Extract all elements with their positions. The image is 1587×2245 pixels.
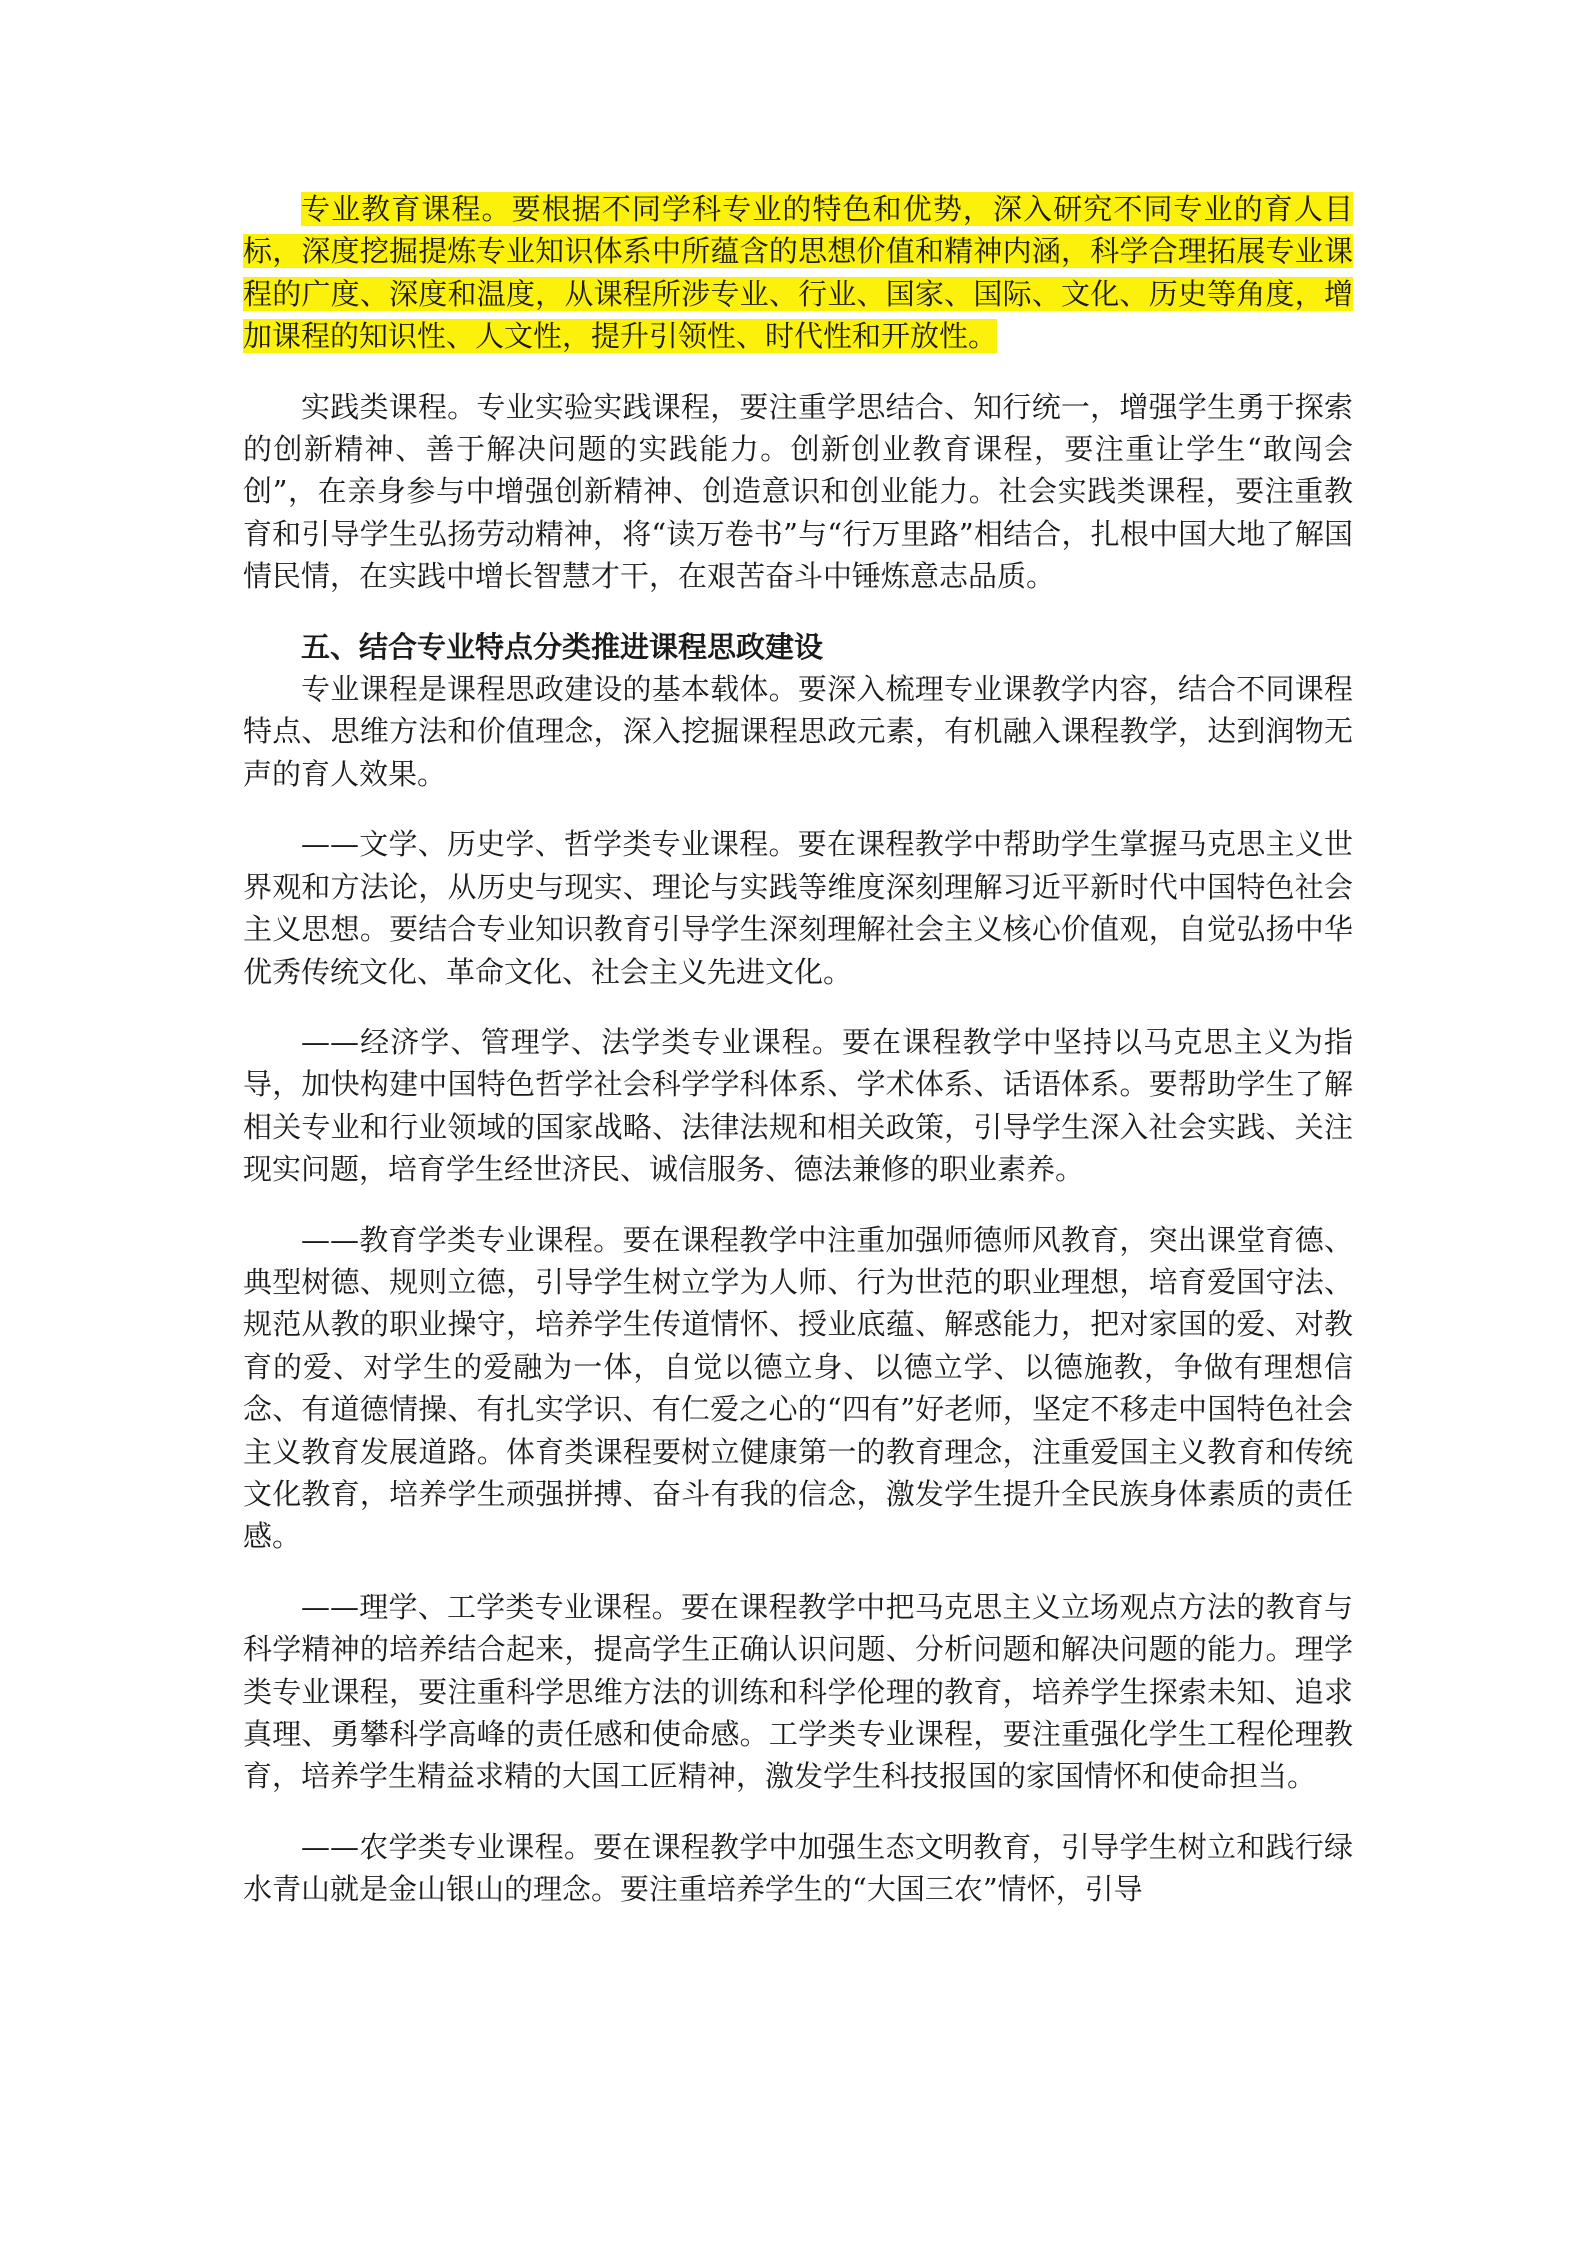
document-body: [243, 188, 1353, 1911]
section-heading-five: 五、结合专业特点分类推进课程思政建设: [301, 629, 824, 664]
highlighted-text: 专业教育课程。要根据不同学科专业的特色和优势，深入研究不同专业的育人目标，深度挖掘提炼专业知识体系中所蕴含的思想价值和精神内涵，科学合理拓展专业课程的广度、深度和温度，从课程所涉专业、行业、国家、国际、文化、历史等角度，增加课程的知识性、人文性，提升引领性、时代性和开放性。: [243, 192, 1353, 354]
paragraph-literature-history-philosophy: ——文学、历史学、哲学类专业课程。要在课程教学中帮助学生掌握马克思主义世界观和方法论，从历史与现实、理论与实践等维度深刻理解习近平新时代中国特色社会主义思想。要结合专业知识教育引导学生深刻理解社会主义核心价值观，自觉弘扬中华优秀传统文化、革命文化、社会主义先进文化。: [243, 827, 1353, 989]
paragraph-science-engineering: ——理学、工学类专业课程。要在课程教学中把马克思主义立场观点方法的教育与科学精神的培养结合起来，提高学生正确认识问题、分析问题和解决问题的能力。理学类专业课程，要注重科学思维方法的训练和科学伦理的教育，培养学生探索未知、追求真理、勇攀科学高峰的责任感和使命感。工学类专业课程，要注重强化学生工程伦理教育，培养学生精益求精的大国工匠精神，激发学生科技报国的家国情怀和使命担当。: [243, 1589, 1353, 1794]
paragraph-economics-management-law: ——经济学、管理学、法学类专业课程。要在课程教学中坚持以马克思主义为指导，加快构建中国特色哲学社会科学学科体系、学术体系、话语体系。要帮助学生了解相关专业和行业领域的国家战略、法律法规和相关政策，引导学生深入社会实践、关注现实问题，培育学生经世济民、诚信服务、德法兼修的职业素养。: [243, 1024, 1353, 1187]
paragraph-practice-courses: 实践类课程。专业实验实践课程，要注重学思结合、知行统一，增强学生勇于探索的创新精神、善于解决问题的实践能力。创新创业教育课程，要注重让学生“敢闯会创”，在亲身参与中增强创新精神、创造意识和创业能力。社会实践类课程，要注重教育和引导学生弘扬劳动精神，将“读万卷书”与“行万里路”相结合，扎根中国大地了解国情民情，在实践中增长智慧才干，在艰苦奋斗中锤炼意志品质。: [243, 389, 1353, 594]
paragraph-professional-courses: [243, 188, 1353, 358]
paragraph-agriculture: ——农学类专业课程。要在课程教学中加强生态文明教育，引导学生树立和践行绿水青山就是金山银山的理念。要注重培养学生的“大国三农”情怀，引导: [243, 1829, 1353, 1907]
paragraph-education: ——教育学类专业课程。要在课程教学中注重加强师德师风教育，突出课堂育德、典型树德、规则立德，引导学生树立学为人师、行为世范的职业理想，培育爱国守法、规范从教的职业操守，培养学生传道情怀、授业底蕴、解惑能力，把对家国的爱、对教育的爱、对学生的爱融为一体，自觉以德立身、以德立学、以德施教，争做有理想信念、有道德情操、有扎实学识、有仁爱之心的“四有”好老师，坚定不移走中国特色社会主义教育发展道路。体育类课程要树立健康第一的教育理念，注重爱国主义教育和传统文化教育，培养学生顽强拼搏、奋斗有我的信念，激发学生提升全民族身体素质的责任感。: [243, 1222, 1353, 1554]
paragraph-professional-carrier: 专业课程是课程思政建设的基本载体。要深入梳理专业课教学内容，结合不同课程特点、思维方法和价值理念，深入挖掘课程思政元素，有机融入课程教学，达到润物无声的育人效果。: [243, 672, 1353, 791]
